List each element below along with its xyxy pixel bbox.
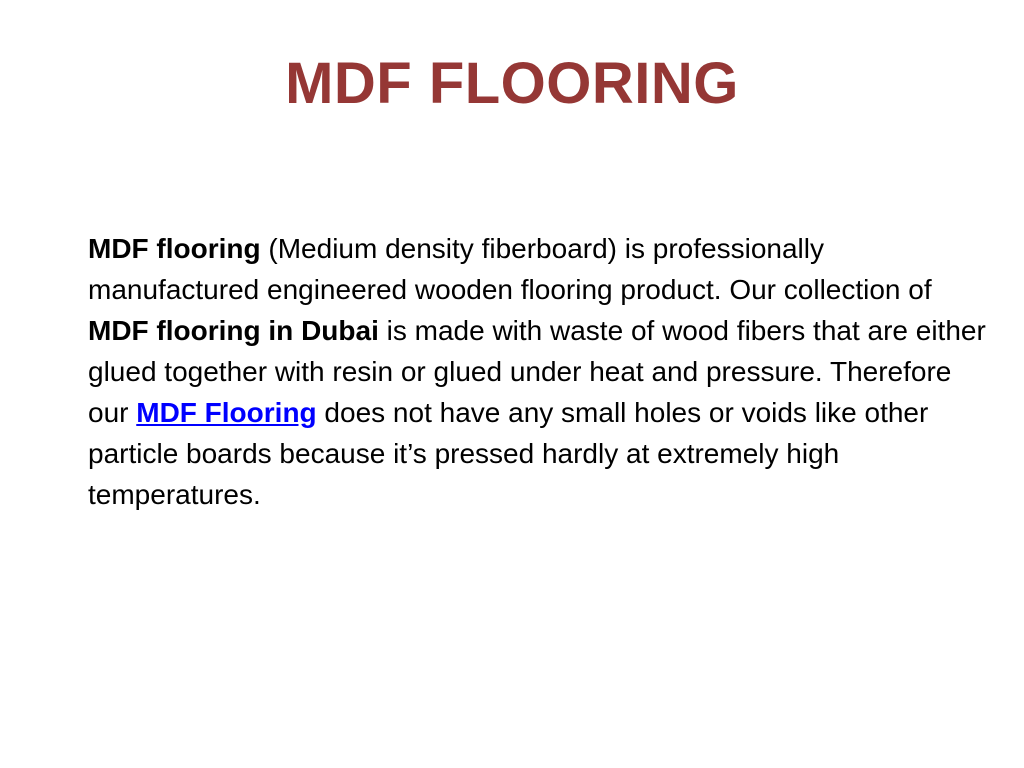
slide-title: MDF FLOORING [285, 51, 739, 116]
mdf-flooring-link[interactable]: MDF Flooring [136, 397, 317, 428]
paragraph-text-2: is made with waste of wood fibers that are either glued together with resin or glued under heat and pressure. Therefore our [88, 315, 986, 428]
term-mdf-flooring-dubai: MDF flooring in Dubai [88, 315, 379, 346]
body-paragraph [88, 228, 988, 515]
paragraph-text-1: (Medium density fiberboard) is professionally manufactured engineered wooden flooring product. Our collection of [88, 233, 932, 305]
paragraph-text-3: does not have any small holes or voids like other particle boards because it’s pressed hardly at extremely high temperatures. [88, 397, 929, 510]
term-mdf-flooring: MDF flooring [88, 233, 261, 264]
